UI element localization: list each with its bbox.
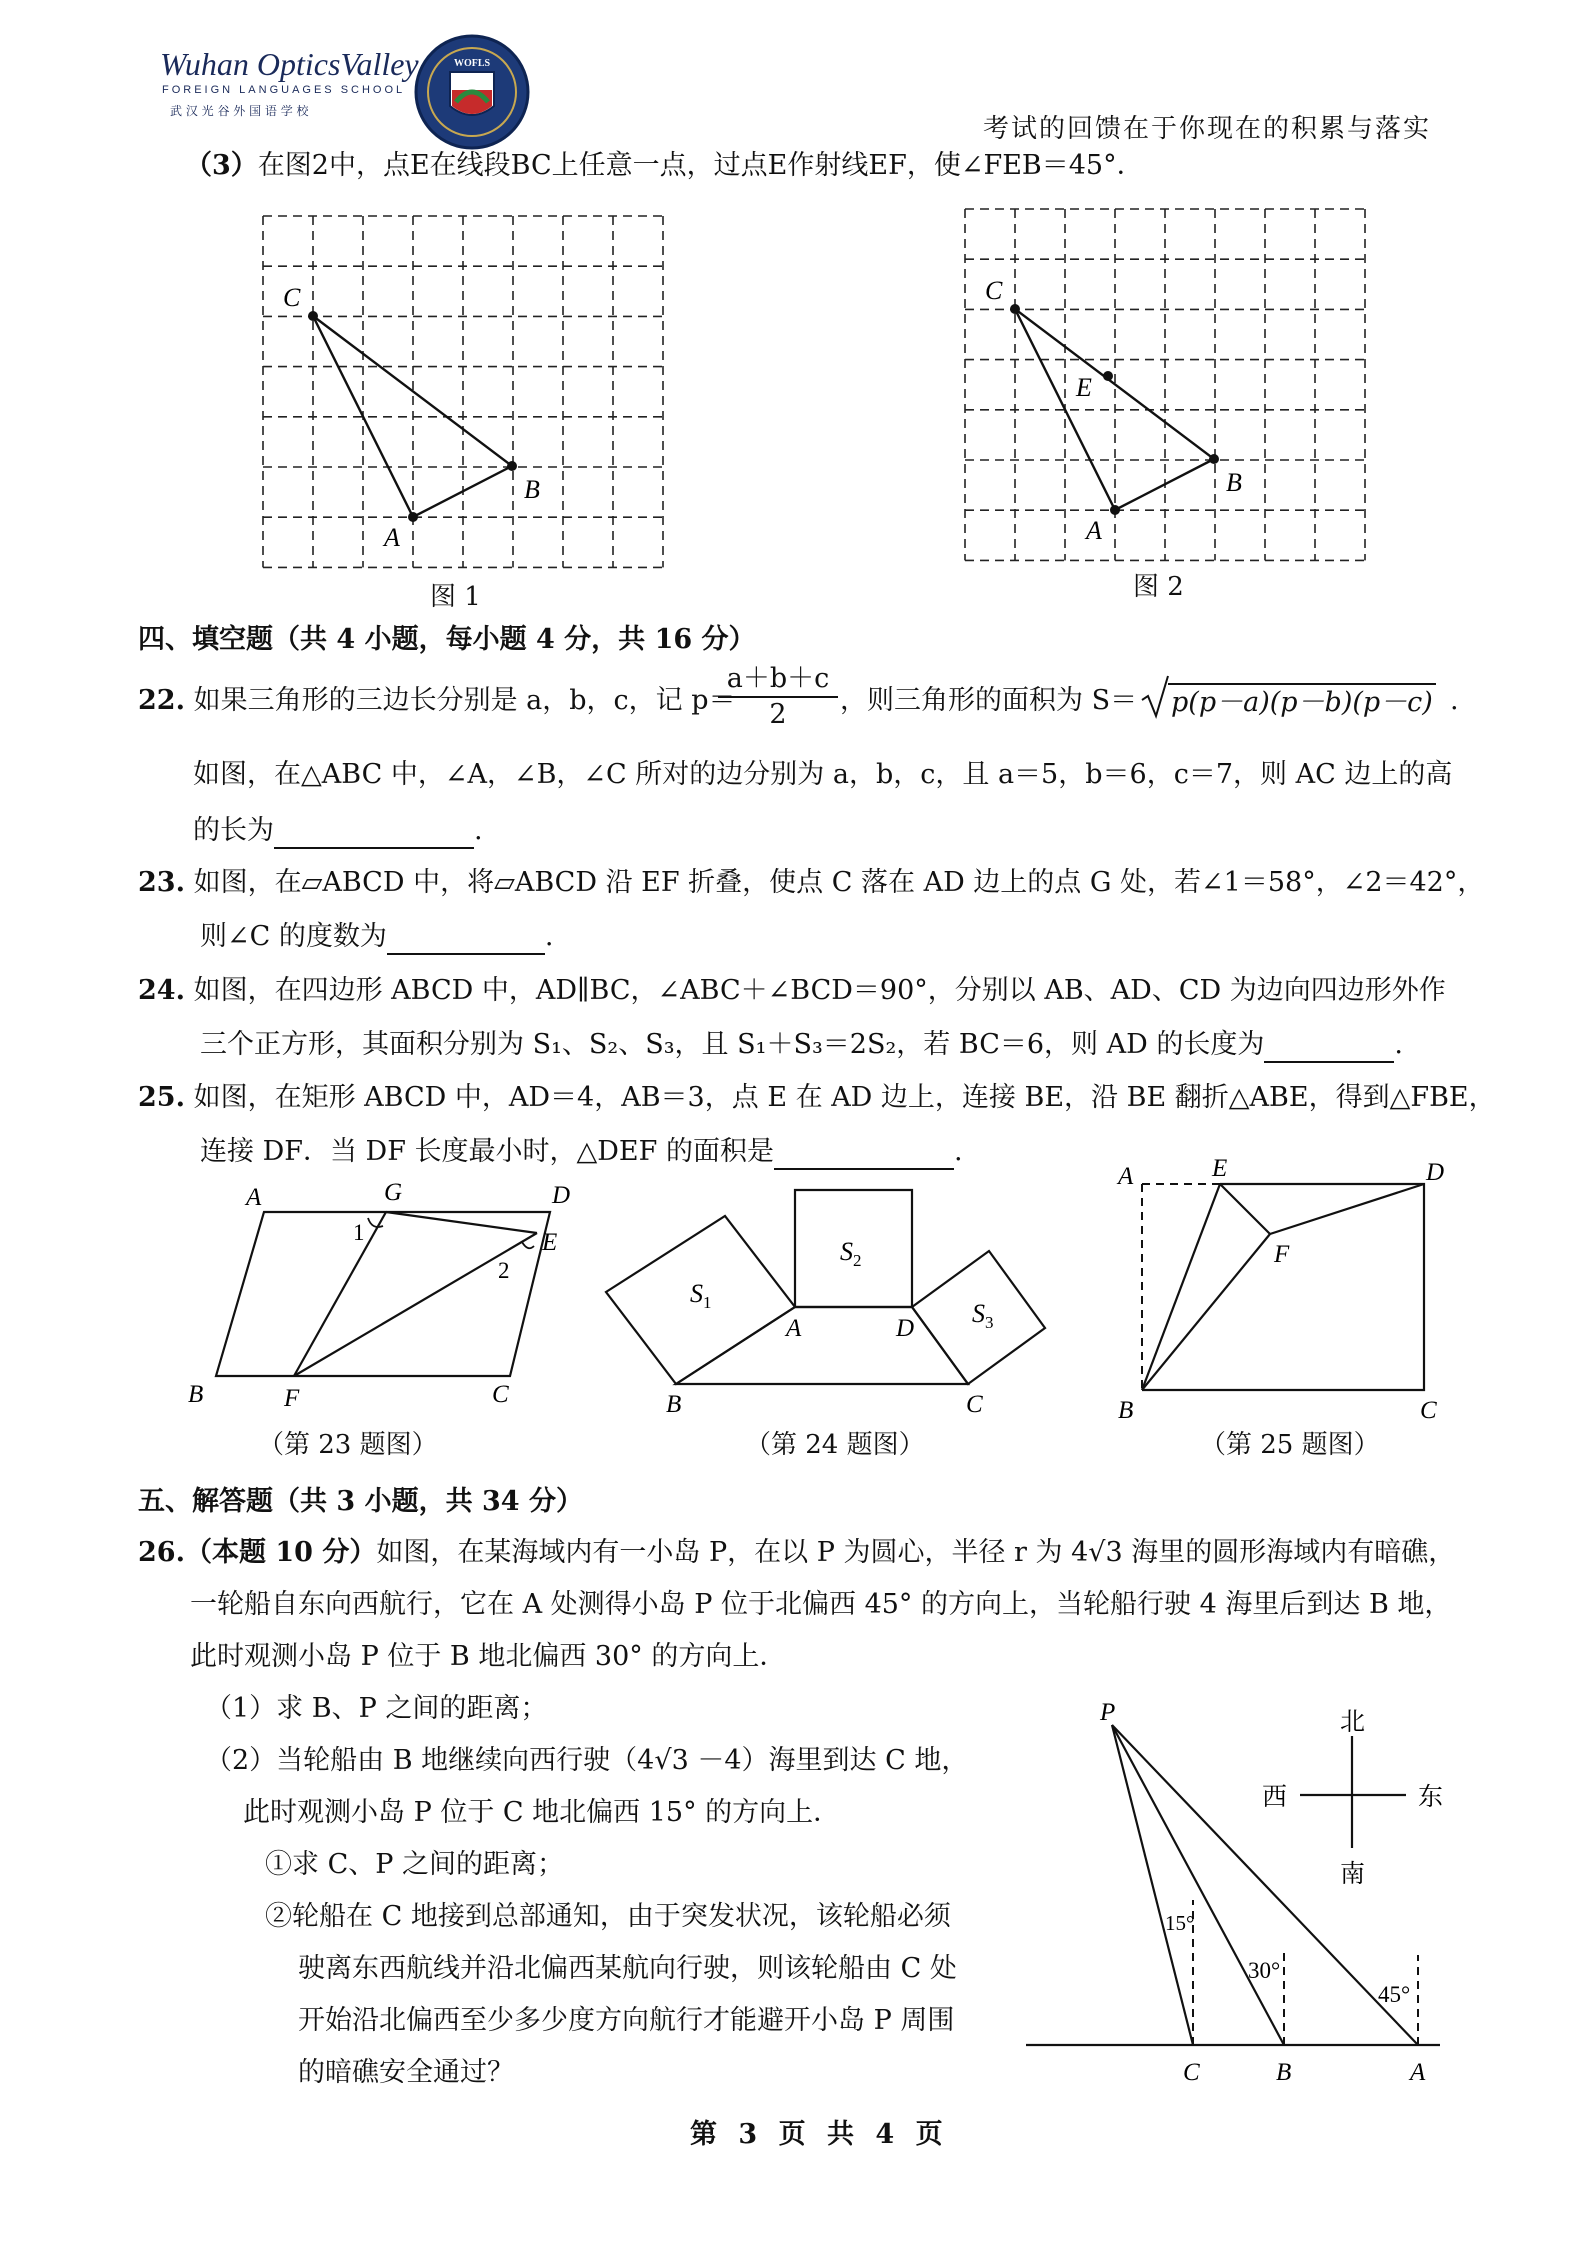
q22-sqrt-body [1168, 683, 1436, 721]
q23-line2 [200, 919, 553, 955]
fig1-label-b: B [524, 475, 540, 504]
school-name-en-line2: FOREIGN LANGUAGES SCHOOL [162, 84, 406, 96]
fig26-angle-30: 30° [1248, 1958, 1281, 1983]
fig1-caption: 图 1 [430, 582, 481, 612]
q25-line2-text: 连接 DF．当 DF 长度最小时，△DEF 的面积是 [200, 1136, 774, 1167]
fig25-line-fd [1270, 1184, 1424, 1234]
q22-line1 [138, 683, 736, 719]
q22-line3 [193, 813, 483, 849]
fig26-label-b: B [1276, 2059, 1292, 2086]
q25-number: 25. [138, 1082, 185, 1113]
fig23-line-ge [386, 1212, 537, 1233]
q26-line1-text: 如图，在某海域内有一小岛 P，在以 P 为圆心，半径 r 为 4√3 海里的圆形海域内有暗礁， [376, 1537, 1456, 1568]
q22-fraction [718, 662, 838, 732]
fig2-caption: 图 2 [1133, 572, 1184, 602]
fig26-label-west: 西 [1262, 1784, 1288, 1811]
fig23-label-a: A [246, 1184, 262, 1211]
fig2-label-a: A [1086, 516, 1102, 545]
fig23-label-c: C [492, 1381, 509, 1408]
fig25-caption: （第 25 题图） [1200, 1430, 1380, 1460]
fig24-label-d: D [896, 1315, 915, 1342]
q23-answer-blank[interactable] [387, 925, 545, 955]
header-motto: 考试的回馈在于你现在的积累与落实 [983, 114, 1432, 144]
fig23-parallelogram [216, 1212, 550, 1376]
figure-25 [1110, 1150, 1460, 1430]
fig26-label-p: P [1100, 1700, 1116, 1726]
fig25-label-b: B [1118, 1397, 1134, 1424]
fig24-label-s2: $S_2$ [840, 1237, 862, 1270]
q26-points: （本题 10 分） [184, 1537, 377, 1568]
fig26-line-pc [1112, 1725, 1193, 2045]
fig26-label-south: 南 [1340, 1861, 1366, 1888]
badge-text: WOFLS [453, 58, 491, 69]
fig23-line-gf [294, 1212, 386, 1376]
q22-line1-end: . [1450, 685, 1459, 716]
fig23-line-fe [294, 1233, 537, 1376]
fig24-square-s2 [795, 1190, 912, 1307]
q25-answer-blank[interactable] [774, 1140, 954, 1170]
q22-sqrt-sign [1140, 674, 1170, 720]
school-name-zh: 武 汉 光 谷 外 国 语 学 校 [170, 104, 309, 118]
q23-line2-end: . [544, 921, 554, 952]
q22-answer-blank[interactable] [274, 819, 474, 849]
q26-line2: 一轮船自东向西航行，它在 A 处测得小岛 P 位于北偏西 45° 的方向上，当轮船行驶 4 海里后到达 B 地， [190, 1589, 1452, 1620]
q22-line3-text: 的长为 [193, 815, 274, 846]
fig26-label-north: 北 [1340, 1709, 1366, 1736]
fig23-label-g: G [384, 1179, 403, 1206]
fig24-quad-abcd [676, 1307, 968, 1384]
q26-sub2f: 开始沿北偏西至少多少度方向航行才能避开小岛 P 周围 [298, 2005, 955, 2036]
fig25-rect-edges [1142, 1184, 1424, 1390]
fig2-label-e: E [1076, 373, 1092, 402]
fig24-label-c: C [966, 1391, 983, 1418]
fig24-caption: （第 24 题图） [745, 1430, 925, 1460]
q26-number: 26. [138, 1537, 185, 1568]
fig25-label-a: A [1118, 1163, 1134, 1190]
fig2-label-b: B [1226, 468, 1242, 497]
fig2-point-a [1110, 505, 1120, 515]
q26-sub2e: 驶离东西航线并沿北偏西某航向行驶，则该轮船由 C 处 [298, 1953, 957, 1984]
q24-answer-blank[interactable] [1264, 1033, 1394, 1063]
fig25-line-ef [1220, 1184, 1270, 1234]
fig25-label-f: F [1274, 1241, 1290, 1268]
q25-line2-end: . [953, 1136, 963, 1167]
school-badge-icon [412, 32, 532, 152]
q21-part3 [185, 148, 1144, 184]
fig23-label-2: 2 [498, 1258, 510, 1283]
q23-line1 [138, 865, 1484, 901]
fig23-label-f: F [284, 1385, 300, 1412]
q24-line2 [200, 1027, 1403, 1063]
fig2-label-c: C [985, 276, 1003, 305]
q24-line1 [138, 973, 1446, 1009]
fig26-label-a: A [1410, 2059, 1426, 2086]
q26-sub1: （1）求 B、P 之间的距离； [205, 1693, 548, 1724]
q25-line1-text: 如图，在矩形 ABCD 中，AD＝4，AB＝3，点 E 在 AD 边上，连接 BE，沿 BE 翻折△ABE，得到△FBE， [193, 1082, 1496, 1113]
fig26-angle-45: 45° [1378, 1982, 1411, 2007]
q22-line1-b [840, 683, 1137, 719]
fig24-label-s3: $S_3$ [972, 1299, 994, 1332]
grid-figure-2 [942, 193, 1382, 573]
fig24-label-b: B [666, 1391, 682, 1418]
q23-number: 23. [138, 867, 185, 898]
section4-title: 四、填空题（共 4 小题，每小题 4 分，共 16 分） [138, 624, 756, 655]
q25-line2 [200, 1134, 963, 1170]
fig2-point-e [1103, 371, 1113, 381]
q24-line1-text: 如图，在四边形 ABCD 中，AD∥BC，∠ABC＋∠BCD＝90°，分别以 AB、AD、CD 为边向四边形外作 [193, 975, 1446, 1006]
fig26-label-east: 东 [1418, 1784, 1444, 1811]
q26-sub2g: 的暗礁安全通过？ [298, 2057, 514, 2088]
q25-line1 [138, 1080, 1496, 1116]
q21-part3-number: （3） [185, 150, 258, 181]
fig26-line-pa [1112, 1725, 1418, 2045]
q22-text-a: 如果三角形的三边长分别是 a，b，c，记 p＝ [193, 685, 736, 716]
q23-line1-text: 如图，在▱ABCD 中，将▱ABCD 沿 EF 折叠，使点 C 落在 AD 边上的点 G 处，若∠1＝58°，∠2＝42°， [193, 867, 1485, 898]
fig25-line-be [1142, 1184, 1220, 1390]
q22-line3-end: . [474, 815, 483, 846]
grid-figure-1 [240, 200, 680, 580]
q22-line2: 如图，在△ABC 中，∠A，∠B，∠C 所对的边分别为 a，b，c，且 a＝5，b＝6，c＝7，则 AC 边上的高 [193, 759, 1453, 790]
q26-sub2b: 此时观测小岛 P 位于 C 地北偏西 15° 的方向上． [243, 1797, 841, 1828]
page-footer: 第 3 页 共 4 页 [690, 2119, 949, 2150]
q21-part3-text: 在图2中，点E在线段BC上任意一点，过点E作射线EF，使∠FEB＝45°． [257, 150, 1144, 181]
figure-24 [600, 1180, 1060, 1430]
fig24-label-a: A [786, 1315, 802, 1342]
fig1-point-a [408, 512, 418, 522]
fig25-label-e: E [1212, 1155, 1228, 1182]
school-name-en: Wuhan OpticsValley [160, 46, 419, 82]
fig23-label-d: D [552, 1182, 571, 1209]
q26-line3: 此时观测小岛 P 位于 B 地北偏西 30° 的方向上． [190, 1641, 787, 1672]
q23-line2-text: 则∠C 的度数为 [200, 921, 387, 952]
section5-title: 五、解答题（共 3 小题，共 34 分） [138, 1486, 583, 1517]
fig1-label-a: A [384, 523, 400, 552]
fig2-point-c [1010, 304, 1020, 314]
q26-sub2d: ②轮船在 C 地接到总部通知，由于突发状况，该轮船必须 [265, 1901, 951, 1932]
school-logo [160, 40, 540, 140]
q24-line2-text: 三个正方形，其面积分别为 S₁、S₂、S₃，且 S₁＋S₃＝2S₂，若 BC＝6，则 AD 的长度为 [200, 1029, 1265, 1060]
q22-number: 22. [138, 685, 185, 716]
q22-fraction-numerator: a＋b＋c [718, 662, 838, 698]
fig24-label-s1: $S_1$ [690, 1279, 712, 1312]
q26-sub2c: ①求 C、P 之间的距离； [265, 1849, 564, 1880]
fig23-label-b: B [188, 1381, 204, 1408]
fig1-label-c: C [283, 283, 301, 312]
figure-26 [1020, 1700, 1490, 2100]
fig25-line-bf [1142, 1234, 1270, 1390]
q22-sqrt-expression: p(p－a)(p－b)(p－c) [1171, 687, 1433, 718]
figure-23 [180, 1170, 600, 1430]
q22-text-b: ，则三角形的面积为 S＝ [840, 685, 1138, 716]
fig23-label-1: 1 [353, 1220, 365, 1245]
fig25-label-c: C [1420, 1397, 1437, 1424]
fig23-angle2-arc [522, 1242, 534, 1248]
fig1-point-c [308, 311, 318, 321]
fig23-caption: （第 23 题图） [258, 1430, 438, 1460]
fig26-line-pb [1112, 1725, 1284, 2045]
q22-fraction-denominator: 2 [769, 699, 787, 730]
fig1-point-b [507, 461, 517, 471]
fig23-label-e: E [542, 1229, 558, 1256]
fig25-label-d: D [1426, 1159, 1445, 1186]
fig26-label-c: C [1183, 2059, 1200, 2086]
fig2-point-b [1209, 454, 1219, 464]
fig26-angle-15: 15° [1165, 1911, 1195, 1935]
q24-line2-end: . [1394, 1029, 1403, 1060]
q26-sub2a: （2）当轮船由 B 地继续向西行驶（4√3 －4）海里到达 C 地， [205, 1745, 969, 1776]
q24-number: 24. [138, 975, 185, 1006]
q26-line1 [138, 1535, 1455, 1571]
